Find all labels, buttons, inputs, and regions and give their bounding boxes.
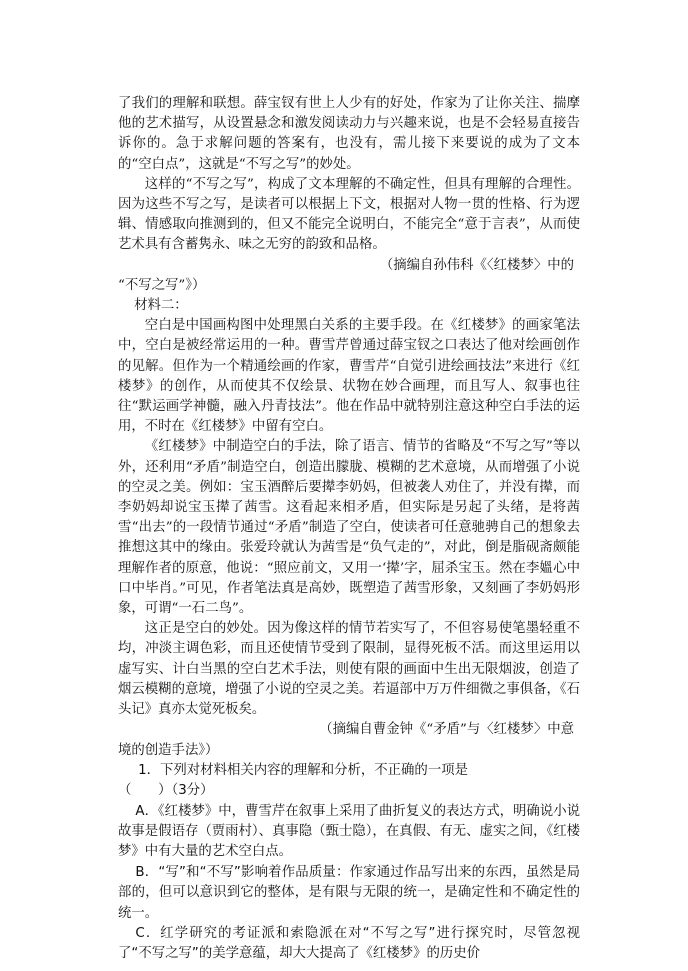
option-c: C．红学研究的考证派和索隐派在对“不写之写”进行探究时，尽管忽视了“不写之写”的美学意蕴，却大大提高了《红楼梦》的历史价 [118,925,580,962]
option-b: B．“写”和“不写”影响着作品质量：作家通过作品写出来的东西，虽然是局部的，但可以意识到它的整体，是有限与无限的统一，是确定性和不确定性的统一。 [118,864,580,921]
material-two-paragraph-2: 《红楼梦》中制造空白的手法，除了语言、情节的省略及“不写之写”等以外，还利用“矛盾”制造空白，创造出朦胧、模糊的艺术意境，从而增强了小说的空灵之美。例如：宝玉酒醉后要撵李奶妈，但被袭人劝住了，并没有撵，而李奶妈却说宝玉撵了茜雪。这看起来相矛盾，但实际是另起了头绪，是将茜雪“出去”的一段情节通过“矛盾”制造了空白，使读者可任意驰骋自己的想象去推想这其中的缘由。张爱玲就认为茜雪是“负气走的”，对此，倒是脂砚斋颇能理解作者的原意，他说：“照应前文，又用一‘撵’字，屈杀宝玉。然在李媼心中口中毕肖。”可见，作者笔法真是高妙，既塑造了茜雪形象，又刻画了李奶妈形象，可谓“一石二鸟”。 [118,439,580,617]
material-two-source: （摘编自曹金钟《“矛盾”与〈红楼梦〉中意 [319,722,574,738]
material-two-heading: 材料二： [134,298,188,314]
material-one-paragraph-2: 这样的“不写之写”，构成了文本理解的不确定性，但具有理解的合理性。因为这些不写之写，是读者可以根据上下文，根据对人物一贯的性格、行为逻辑、情感取向推测到的，但又不能完全说明白，不能完全“意于言表”，从而使艺术具有含蓄隽永、味之无穷的韵致和品格。 [118,176,580,253]
material-two-paragraph-3: 这正是空白的妙处。因为像这样的情节若实写了，不但容易使笔墨轻重不均，冲淡主调色彩，而且还使情节受到了限制，显得死板不活。而这里运用以虚写实、计白当黑的空白艺术手法，则使有限的画面中生出无限烟波，创造了烟云模糊的意境，增强了小说的空灵之美。若逼部中万万件细微之事俱备，《石头记》真亦太觉死板矣。 [118,621,580,718]
material-two-source-cont: 境的创造手法》） [118,742,219,758]
material-one-source: （摘编自孙伟科《〈红楼梦〉中的 [379,257,574,273]
option-a: A．《红楼梦》中，曹雪芹在叙事上采用了曲折复义的表达方式，明确说小说故事是假语存（贾雨村）、真事隐（甄士隐），在真假、有无、虚实之间，《红楼梦》中有大量的艺术空白点。 [118,803,580,860]
material-two-paragraph-1: 空白是中国画构图中处理黑白关系的主要手段。在《红楼梦》的画家笔法中，空白是被经常运用的一种。曹雪芹曾通过薛宝钗之口表达了他对绘画创作的见解。但作为一个精通绘画的作家，曹雪芹“自觉引进绘画技法”来进行《红楼梦》的创作，从而使其不仅绘景、状物在妙合画理，而且写人、叙事也往往“默运画学神髓，融入丹青技法”。他在作品中就特别注意这种空白手法的运用，不时在《红楼梦》中留有空白。 [118,318,580,435]
question-stem: 1．下列对材料相关内容的理解和分析，不正确的一项是 [138,762,468,778]
material-one-source-cont: “不写之写”》） [118,277,206,293]
question-answer-blank: （ ）（3分） [118,783,214,799]
material-one-paragraph-1: 了我们的理解和联想。薛宝钗有世上人少有的好处，作家为了让你关注、揣摩他的艺术描写，从设置悬念和激发阅读动力与兴趣来说，也是不会轻易直接告诉你的。急于求解问题的答案有，也没有，需儿接下来要说的成为了文本的“空白点”，这就是“不写之写”的妙处。 [118,96,580,172]
document-page [118,94,580,965]
